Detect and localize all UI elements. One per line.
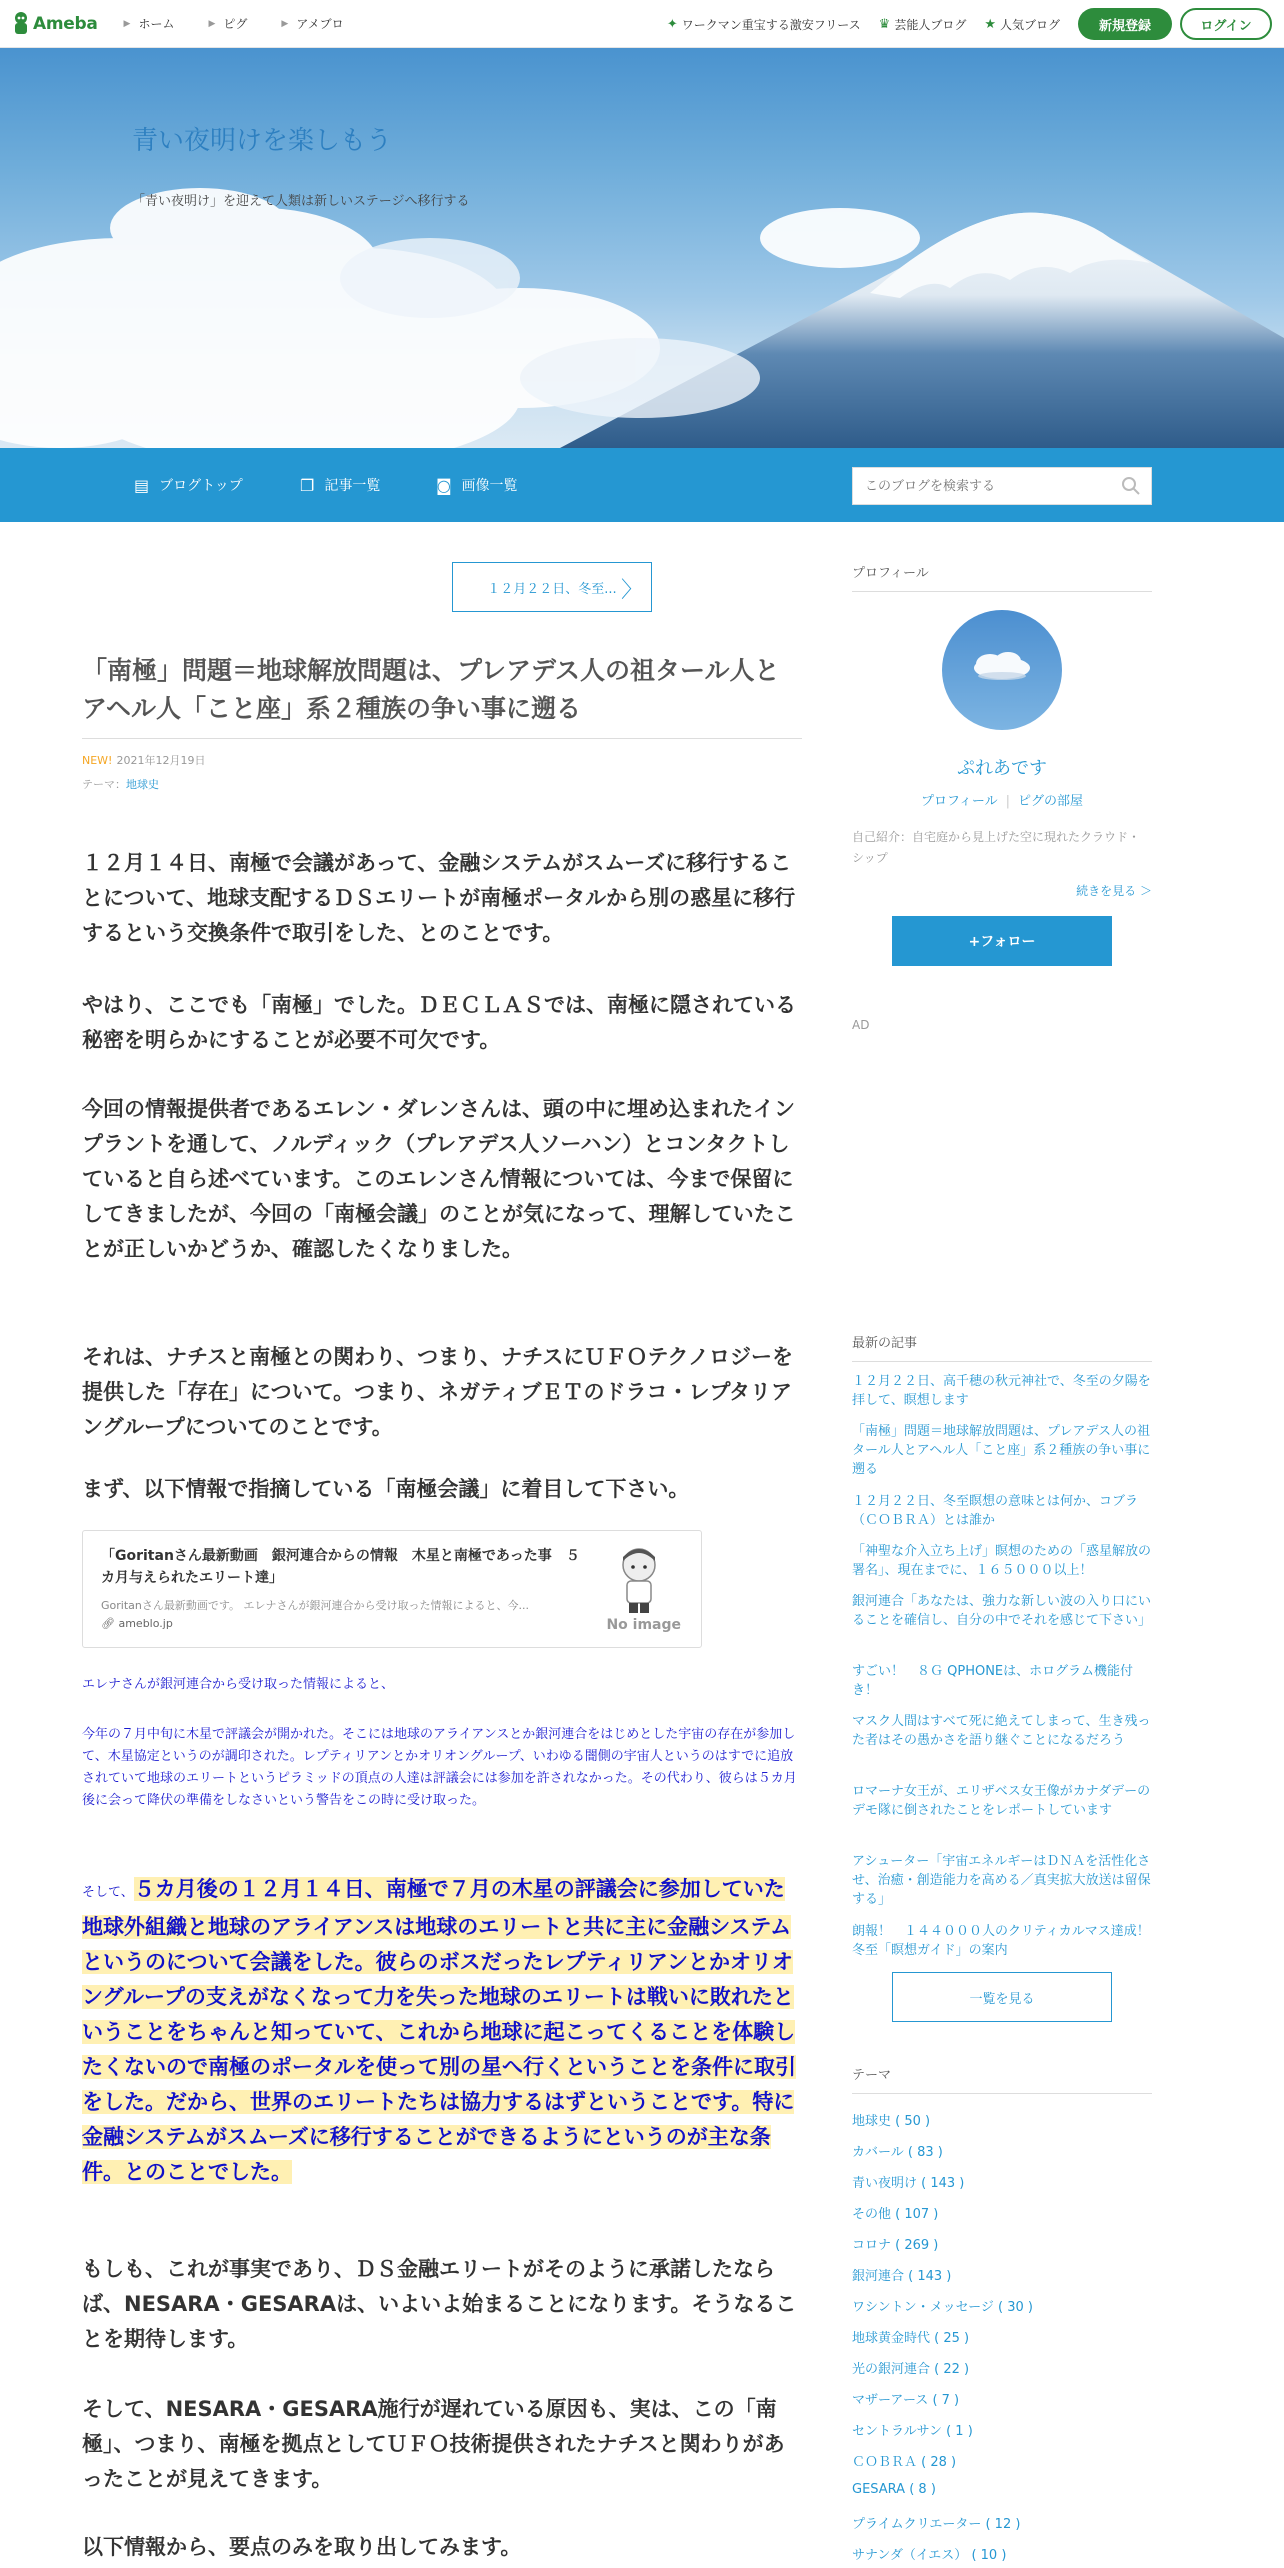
highlighted-quote-text: ５カ月後の１２月１４日、南極で７月の木星の評議会に参加していた地球外組織と地球のアライアンスは地球のエリートと共に主に金融システムというのについて会議をした。彼らのボスだったレプティリアンとかオリオングループの支えがなくなって力を失った地球のエリートは戦いに敗れたということをちゃんと知っていて、これから地球に起こってくることを体験したくないので南極のポータルを使って別の星へ行くということを条件に取引をした。だから、世界のエリートたちは協力するはずということです。特に金融システムがスムーズに移行することができるようにというのが主な条件。とのことでした。 [82,1877,796,2184]
recent-entry-9[interactable]: 朗報！ １４４０００人のクリティカルマス達成！冬至「瞑想ガイド」の案内 [852,1924,1150,1958]
theme-item[interactable]: ワシントン・メッセージ ( 30 ) [852,2300,1033,2315]
document-icon: ▤ [134,475,150,495]
theme-link[interactable]: 地球史 [126,778,159,791]
entry-theme [82,776,159,792]
celebrity-blog-label: 芸能人ブログ [894,17,967,32]
next-entry-label: １２月２２日、冬至... [487,581,617,597]
nav-image-list-label: 画像一覧 [461,478,518,494]
nav-image-list[interactable] [436,448,518,522]
nav-blog-top-label: ブログトップ [159,478,243,494]
mountain-landscape-image [0,48,1284,448]
blog-title[interactable]: 青い夜明けを楽しもう [132,126,393,156]
paragraph-1: １２月１４日、南極で会議があって、金融システムがスムーズに移行することについて、地球支配するＤＳエリートが南極ポータルから別の惑星に移行するという交換条件で取引をした、とのことです。 [82,851,796,945]
recent-entry-6[interactable]: マスク人間はすべて死に絶えてしまって、生き残った者はその愚かさを語り継ぐことになるだろう [852,1714,1151,1748]
paragraph-6: もしも、これが事実であり、ＤＳ金融エリートがそのように承諾したならば、NESARA・GESARAは、いよいよ始まることになります。そうなることを期待します。 [82,2257,797,2351]
crown-icon: ♛ [878,16,891,32]
paragraph-8: 以下情報から、要点のみを取り出してみます。 [82,2535,522,2559]
recent-entry-8[interactable]: アシューター「宇宙エネルギーはＤＮＡを活性化させ、治癒・創造能力を高める／真実拡大放送は留保する」 [852,1854,1151,1907]
camera-icon: ◙ [436,475,452,495]
theme-item[interactable]: プライムクリエーター ( 12 ) [852,2517,1021,2532]
theme-item[interactable]: サナンダ（イエス） ( 10 ) [852,2548,1007,2563]
chevron-right-icon: ▶ [281,18,289,29]
theme-item[interactable]: 光の銀河連合 ( 22 ) [852,2362,970,2377]
quote-paragraph-1: 今年の７月中旬に木星で評議会が開かれた。そこには地球のアライアンスとか銀河連合をはじめとした宇宙の存在が参加して、木星協定というのが調印された。レプティリアンとかオリオングループ、いわゆる闇側の宇宙人というのはすでに追放されていて地球のエリートというピラミッドの頂点の人達は評議会には参加を許されなかった。その代わり、彼らは５カ月後に会って降伏の準備をしなさいという警告をこの時に受け取った。 [82,1727,797,1808]
blog-header-image [0,48,1284,448]
theme-item[interactable]: コロナ ( 269 ) [852,2238,939,2253]
recent-entry-2[interactable]: １２月２２日、冬至瞑想の意味とは何か、コブラ（ＣＯＢＲＡ）とは誰か [852,1494,1139,1528]
profile-name[interactable]: ぷれあです [957,758,1047,779]
blog-description: 「青い夜明け」を迎えて人類は新しいステージへ移行する [132,194,470,209]
ameba-mascot-icon [12,11,30,37]
nav-blog-top[interactable] [134,448,243,522]
theme-item[interactable]: ＣＯＢＲＡ ( 28 ) [852,2455,957,2470]
profile-link[interactable]: プロフィール [920,794,998,809]
embedded-link-card[interactable] [82,1530,702,1648]
recent-entry-5[interactable]: すごい！ ８Ｇ QPHONEは、ホログラム機能付き！ [852,1664,1134,1698]
theme-item[interactable]: 地球黄金時代 ( 25 ) [852,2331,970,2346]
ameba-logo[interactable] [12,11,98,37]
nav-ameblo-label: アメブロ [296,17,344,31]
recent-entries-heading: 最新の記事 [852,1332,1152,1362]
theme-item[interactable]: 銀河連合 ( 143 ) [852,2269,952,2284]
highlighted-quote [82,1872,802,2190]
divider [82,738,802,739]
next-entry-link[interactable] [452,562,652,612]
link-card-description: Goritanさん最新動画です。 エレナさんが銀河連合から受け取った情報によると、今... [101,1599,529,1612]
recent-entry-7[interactable]: ロマーナ女王が、エリザベス女王像がカナダデーのデモ隊に倒されたことをレポートしています [852,1784,1151,1818]
copy-icon: ❐ [300,475,315,495]
nav-ameblo[interactable] [281,15,343,32]
paragraph-7: そして、NESARA・GESARA施行が遅れている原因も、実は、この「南極」、つまり、南極を拠点としてＵＦＯ技術提供されたナチスと関わりがあったことが見えてきます。 [82,2397,785,2491]
no-image-label: No image [606,1617,681,1633]
theme-label: テーマ： [82,778,126,791]
blog-search-input[interactable] [853,468,1103,504]
paragraph-2: やはり、ここでも「南極」でした。ＤＥＣＬＡＳでは、南極に隠されている秘密を明らかにすることが必要不可欠です。 [82,993,796,1052]
quote-lead: そして、 [82,1885,134,1900]
profile-intro: 自己紹介：自宅庭から見上げた空に現れたクラウド・シップ [852,830,1141,865]
link-icon: 🔗︎ [101,1617,119,1630]
promo-link[interactable] [667,16,861,33]
follow-button[interactable]: +フォロー [892,916,1112,966]
entry-date: 2021年12月19日 [116,754,206,767]
profile-heading: プロフィール [852,562,1152,592]
paragraph-4: それは、ナチスと南極との関わり、つまり、ナチスにＵＦＯテクノロジーを提供した「存在」について。つまり、ネガティブＥＴのドラコ・レプタリアングループについてのことです。 [82,1345,794,1439]
quote-intro: エレナさんが銀河連合から受け取った情報によると、 [82,1677,395,1692]
theme-item[interactable]: その他 ( 107 ) [852,2207,939,2222]
register-button[interactable]: 新規登録 [1078,8,1172,40]
blog-nav-bar [0,448,1284,522]
nav-home[interactable] [124,15,175,32]
read-more-link[interactable]: 続きを見る ＞ [1076,884,1152,898]
login-button[interactable]: ログイン [1180,8,1272,40]
theme-item[interactable]: カバール ( 83 ) [852,2145,943,2160]
ameba-logo-text: Ameba [33,13,98,34]
recent-entry-4[interactable]: 銀河連合「あなたは、強力な新しい波の入り口にいることを確信し、自分の中でそれを感じて下さい」 [852,1594,1152,1628]
new-badge: NEW! [82,754,113,767]
paragraph-5: まず、以下情報で指摘している「南極会議」に着目して下さい。 [82,1477,690,1501]
theme-item[interactable]: GESARA ( 8 ) [852,2482,936,2497]
theme-item[interactable]: セントラルサン ( 1 ) [852,2424,973,2439]
cloud-avatar-image [942,610,1062,730]
ad-label: AD [852,1018,870,1032]
recent-entry-3[interactable]: 「神聖な介入立ち上げ」瞑想のための「惑星解放の署名」、現在までに、１６５０００以上！ [852,1544,1152,1578]
celebrity-blog-link[interactable] [879,16,967,33]
link-card-domain [101,1617,173,1630]
star-icon: ★ [984,16,996,32]
avatar[interactable] [942,610,1062,730]
link-card-title: 「Goritanさん最新動画 銀河連合からの情報 木星と南極であった事 ５カ月与えられたエリート達」 [101,1548,580,1586]
theme-item[interactable]: マザーアース ( 7 ) [852,2393,960,2408]
blog-search [852,467,1152,505]
sparkle-icon: ✦ [666,16,678,32]
global-header [0,0,1284,48]
search-icon[interactable] [1121,476,1141,496]
chevron-right-icon: 〉 [620,578,643,603]
nav-home-label: ホーム [138,17,175,31]
theme-item[interactable]: 地球史 ( 50 ) [852,2114,931,2129]
chevron-right-icon: ▶ [208,18,216,29]
popular-blog-label: 人気ブログ [999,17,1060,32]
global-nav [124,15,378,32]
recent-entry-1[interactable]: 「南極」問題＝地球解放問題は、プレアデス人の祖タール人とアヘル人「こと座」系２種族の争い事に遡る [852,1424,1151,1477]
popular-blog-link[interactable] [984,16,1060,33]
header-links [667,0,1284,48]
theme-heading: テーマ [852,2064,1152,2094]
chevron-right-icon: ▶ [123,18,131,29]
link-card-domain-text: ameblo.jp [118,1617,173,1630]
paragraph-3: 今回の情報提供者であるエレン・ダレンさんは、頭の中に埋め込まれたインプラントを通して、ノルディック（プレアデス人ソーハン）とコンタクトしていると自ら述べています。このエレンさん情報については、今まで保留にしてきましたが、今回の「南極会議」のことが気になって、理解していたことが正しいかどうか、確認したくなりました。 [82,1097,796,1261]
entry-meta [82,752,205,768]
entry-title[interactable]: 「南極」問題＝地球解放問題は、プレアデス人の祖タール人とアヘル人「こと座」系２種族の争い事に遡る [82,656,780,723]
nav-article-list-label: 記事一覧 [324,478,381,494]
view-all-entries-button[interactable]: 一覧を見る [892,1972,1112,2022]
nav-pig-label: ピグ [223,17,248,31]
pig-room-link[interactable]: ピグの部屋 [1018,794,1084,809]
profile-links [852,790,1152,809]
recent-entry-0[interactable]: １２月２２日、高千穂の秋元神社で、冬至の夕陽を拝して、瞑想します [852,1374,1151,1408]
nav-article-list[interactable] [300,448,380,522]
nav-pig[interactable] [208,15,247,32]
separator: | [1005,794,1011,809]
promo-link-label: ワークマン重宝する激安フリース [681,17,861,32]
theme-item[interactable]: 青い夜明け ( 143 ) [852,2176,965,2191]
